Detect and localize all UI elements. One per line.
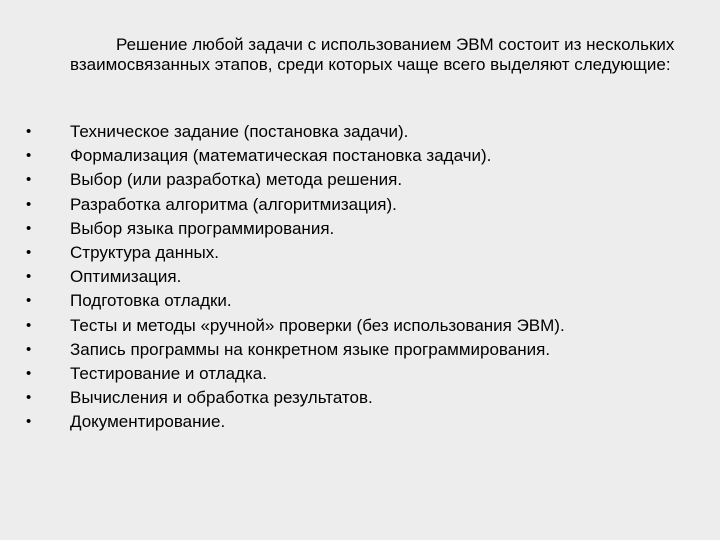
step-text: Выбор (или разработка) метода решения. — [70, 170, 403, 190]
step-text: Структура данных. — [70, 242, 219, 262]
bullet-icon: • — [26, 147, 32, 165]
list-item — [0, 338, 720, 362]
step-text: Тесты и методы «ручной» проверки (без использования ЭВМ). — [70, 315, 565, 335]
bullet-icon: • — [26, 340, 32, 358]
bullet-icon: • — [26, 171, 32, 189]
list-item — [0, 410, 720, 434]
list-item — [0, 168, 720, 192]
bullet-icon: • — [26, 316, 32, 334]
bullet-icon: • — [26, 219, 32, 237]
intro-paragraph — [70, 35, 690, 75]
list-item — [0, 120, 720, 144]
intro-text: Решение любой задачи с использованием ЭВМ состоит из нескольких взаимосвязанных этапов, среди которых чаще всего выделяют следующие: — [70, 35, 675, 74]
list-item — [0, 217, 720, 241]
list-item — [0, 289, 720, 313]
bullet-icon: • — [26, 292, 32, 310]
bullet-icon: • — [26, 413, 32, 431]
step-text: Формализация (математическая постановка задачи). — [70, 146, 492, 166]
step-text: Вычисления и обработка результатов. — [70, 388, 373, 408]
list-item — [0, 386, 720, 410]
step-text: Документирование. — [70, 412, 226, 432]
list-item — [0, 241, 720, 265]
step-text: Техническое задание (постановка задачи). — [70, 122, 409, 141]
list-item — [0, 193, 720, 217]
bullet-icon: • — [26, 268, 32, 286]
list-item — [0, 314, 720, 338]
list-item — [0, 265, 720, 289]
list-item — [0, 144, 720, 168]
bullet-icon: • — [26, 123, 32, 140]
bullet-icon: • — [26, 243, 32, 261]
step-text: Разработка алгоритма (алгоритмизация). — [70, 194, 397, 214]
steps-list — [0, 120, 720, 434]
bullet-icon: • — [26, 195, 32, 213]
step-text: Тестирование и отладка. — [70, 363, 267, 383]
list-item — [0, 362, 720, 386]
step-text: Выбор языка программирования. — [70, 218, 335, 238]
bullet-icon: • — [26, 389, 32, 407]
step-text: Запись программы на конкретном языке программирования. — [70, 339, 551, 359]
step-text: Оптимизация. — [70, 267, 182, 287]
step-text: Подготовка отладки. — [70, 291, 232, 311]
bullet-icon: • — [26, 364, 32, 382]
